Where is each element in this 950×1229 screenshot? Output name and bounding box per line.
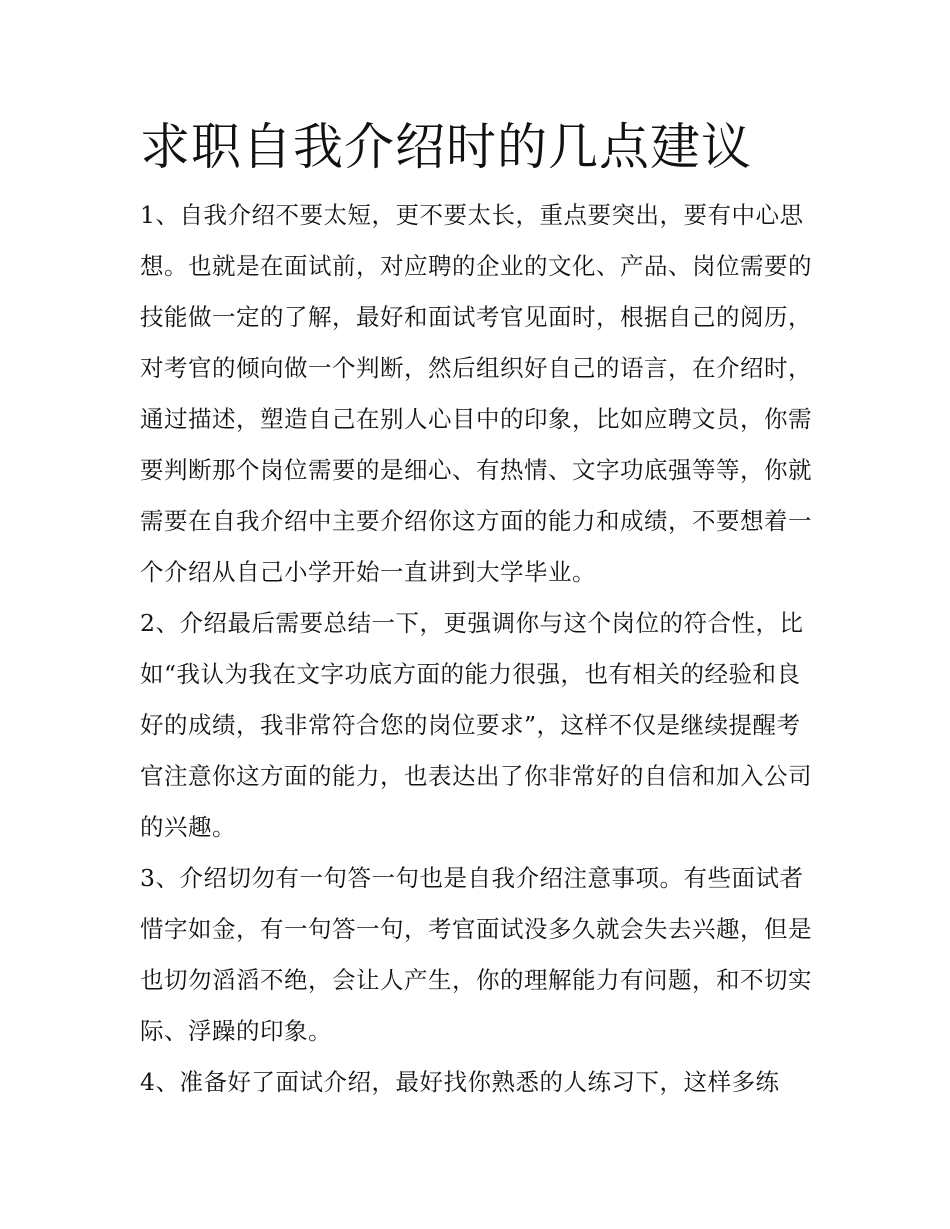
document-page — [140, 112, 820, 1108]
paragraph-4: 4、准备好了面试介绍，最好找你熟悉的人练习下，这样多练 — [140, 1068, 780, 1096]
document-title: 求职自我介绍时的几点建议 — [140, 118, 752, 176]
paragraph-3: 3、介绍切勿有一句答一句也是自我介绍注意事项。有些面试者惜字如金，有一句答一句，考官面试没多久就会失去兴趣，但是也切勿滔滔不绝，会让人产生，你的理解能力有问题，和不切实际、浮躁的印象。 — [140, 864, 812, 1045]
paragraph-2: 2、介绍最后需要总结一下，更强调你与这个岗位的符合性，比如“我认为我在文字功底方面的能力很强，也有相关的经验和良好的成绩，我非常符合您的岗位要求”，这样不仅是继续提醒考官注意你这方面的能力，也表达出了你非常好的自信和加入公司的兴趣。 — [140, 609, 812, 841]
paragraph-1: 1、自我介绍不要太短，更不要太长，重点要突出，要有中心思想。也就是在面试前，对应聘的企业的文化、产品、岗位需要的技能做一定的了解，最好和面试考官见面时，根据自己的阅历，对考官的倾向做一个判断，然后组织好自己的语言，在介绍时，通过描述，塑造自己在别人心目中的印象，比如应聘文员，你需要判断那个岗位需要的是细心、有热情、文字功底强等等，你就需要在自我介绍中主要介绍你这方面的能力和成绩，不要想着一个介绍从自己小学开始一直讲到大学毕业。 — [140, 201, 812, 586]
